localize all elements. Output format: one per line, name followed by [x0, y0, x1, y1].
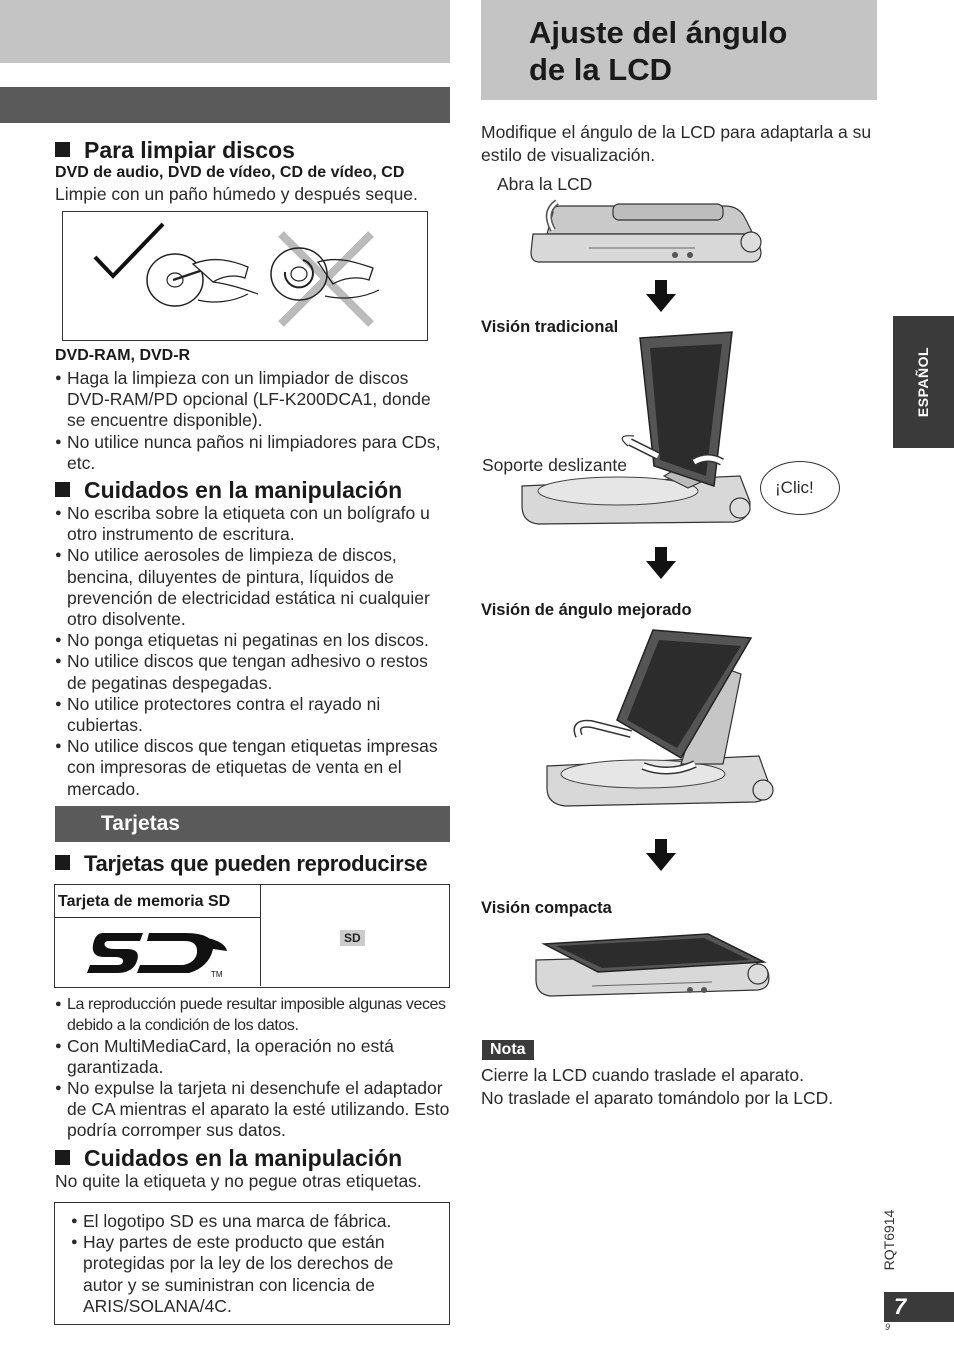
svg-text:TM: TM	[211, 970, 223, 979]
square-bullet-icon	[55, 142, 70, 157]
list-item: ● No escriba sobre la etiqueta con un bolígrafo u otro instrumento de escritura.	[55, 503, 451, 545]
list-item: ● El logotipo SD es una marca de fábrica.	[71, 1211, 431, 1232]
cleaning-instruction: Limpie con un paño húmedo y después seque.	[55, 184, 418, 204]
list-item: ● No ponga etiquetas ni pegatinas en los discos.	[55, 630, 451, 651]
intro-text: Modifique el ángulo de la LCD para adaptarla a su estilo de visualización.	[481, 122, 872, 165]
list-item: ● No utilice protectores contra el rayado ni cubiertas.	[55, 694, 451, 736]
list-item: ● Con MultiMediaCard, la operación no está garantizada.	[55, 1036, 453, 1078]
device-improved-illustration	[545, 624, 780, 820]
section-heading-cleaning: Para limpiar discos	[55, 137, 295, 164]
click-callout	[760, 461, 840, 515]
cards-table	[54, 884, 450, 988]
disc-types-label: DVD de audio, DVD de vídeo, CD de vídeo, CD	[55, 164, 405, 181]
device-compact-illustration	[532, 930, 772, 1008]
trademark-bullet-list	[71, 1211, 431, 1317]
cards-table-header: Tarjeta de memoria SD	[58, 893, 231, 910]
dark-section-band	[0, 87, 450, 123]
list-item: ● Hay partes de este producto que están protegidas por la ley de los derechos de autor y se suministran con licencia de ARIS/SOLANA/4C.	[71, 1232, 431, 1317]
page-title: Ajuste del ángulo de la LCD	[529, 15, 788, 87]
square-bullet-icon	[55, 482, 70, 497]
section-heading-card-handling: Cuidados en la manipulación	[55, 1145, 402, 1172]
title-band	[481, 0, 877, 100]
square-bullet-icon	[55, 855, 70, 870]
arrow-down-icon	[646, 280, 676, 312]
top-gray-band	[0, 0, 450, 63]
cards-band-title: Tarjetas	[101, 812, 180, 835]
square-bullet-icon	[55, 1150, 70, 1165]
disc-wiping-drawing	[63, 212, 426, 339]
dvd-ram-label: DVD-RAM, DVD-R	[55, 347, 191, 364]
section-heading-handling: Cuidados en la manipulación	[55, 477, 402, 504]
view-traditional-label: Visión tradicional	[481, 318, 619, 336]
dvd-ram-bullet-list	[55, 368, 445, 474]
card-handling-text: No quite la etiqueta y no pegue otras etiquetas.	[55, 1171, 422, 1191]
language-tab-label: ESPAÑOL	[915, 346, 931, 418]
cards-band	[55, 806, 450, 842]
arrow-down-icon	[646, 547, 676, 579]
list-item: ● La reproducción puede resultar imposible algunas veces debido a la condición de los datos.	[55, 994, 453, 1036]
open-lcd-label: Abra la LCD	[497, 174, 593, 194]
model-code: RQT6914	[881, 1209, 897, 1271]
sd-badge: SD	[340, 930, 365, 946]
cards-bullet-list	[55, 994, 453, 1141]
list-item: ● No utilice discos que tengan adhesivo o restos de pegatinas despegadas.	[55, 651, 451, 693]
list-item: ● No expulse la tarjeta ni desenchufe el adaptador de CA mientras el aparato la esté utilizando. Esto podría corromper sus datos.	[55, 1078, 453, 1141]
page-number: 7	[894, 1294, 907, 1319]
list-item: ● No utilice discos que tengan etiquetas impresas con impresoras de etiquetas de venta en el mercado.	[55, 736, 451, 800]
note-line-2: No traslade el aparato tomándolo por la LCD.	[481, 1088, 834, 1108]
section-heading-playable-cards: Tarjetas que pueden reproducirse	[55, 851, 427, 877]
cleaning-illustration	[62, 211, 428, 341]
list-item: ● No utilice aerosoles de limpieza de discos, bencina, diluyentes de pintura, líquidos de prevención de electricidad estática ni cualquier otro disolvente.	[55, 545, 451, 630]
device-closed-illustration	[525, 190, 770, 270]
arrow-down-icon	[646, 839, 676, 871]
sd-logo-icon	[85, 927, 235, 979]
list-item: ● No utilice nunca paños ni limpiadores para CDs, etc.	[55, 432, 445, 474]
click-callout-text: ¡Clic!	[775, 478, 814, 497]
page-number-box	[884, 1292, 954, 1322]
list-item: ● Haga la limpieza con un limpiador de discos DVD-RAM/PD opcional (LF-K200DCA1, donde se encuentre disponible).	[55, 368, 445, 432]
language-tab	[893, 316, 954, 448]
view-compact-label: Visión compacta	[481, 899, 612, 917]
sliding-support-label: Soporte deslizante	[482, 455, 627, 475]
note-badge: Nota	[482, 1040, 534, 1060]
device-traditional-illustration	[518, 326, 758, 532]
page-sub-number: 9	[885, 1322, 891, 1332]
note-line-1: Cierre la LCD cuando traslade el aparato.	[481, 1065, 804, 1085]
handling-bullet-list	[55, 503, 451, 800]
trademark-box	[54, 1202, 450, 1325]
view-improved-label: Visión de ángulo mejorado	[481, 601, 692, 619]
